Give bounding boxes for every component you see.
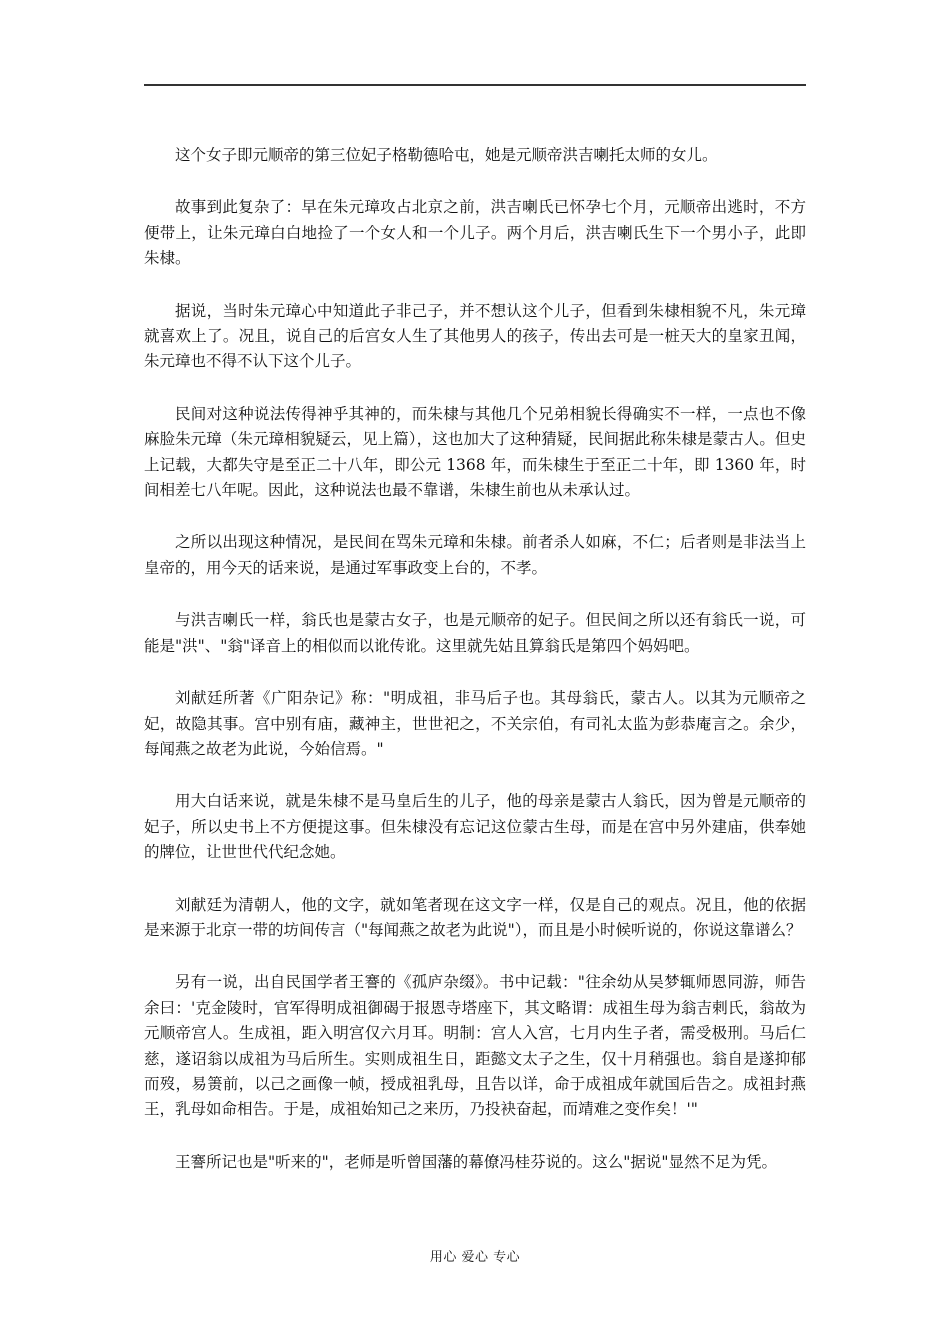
paragraph: 王謇所记也是"听来的"，老师是听曾国藩的幕僚冯桂芬说的。这么"据说"显然不足为凭。 <box>175 1152 778 1171</box>
page-footer: 用心 爱心 专心 <box>429 1250 521 1265</box>
paragraph: 故事到此复杂了：早在朱元璋攻占北京之前，洪吉喇氏已怀孕七个月，元顺帝出逃时，不方便带上，让朱元璋白白地捡了一个女人和一个儿子。两个月后，洪吉喇氏生下一个男小子，此即朱棣。 <box>144 198 806 268</box>
paragraph: 刘献廷所著《广阳杂记》称："明成祖，非马后子也。其母翁氏，蒙古人。以其为元顺帝之妃，故隐其事。宫中别有庙，藏神主，世世祀之，不关宗伯，有司礼太监为彭恭庵言之。余少，每闻燕之故老为此说，今始信焉。" <box>144 689 806 758</box>
header-rule <box>144 84 806 86</box>
paragraph: 据说，当时朱元璋心中知道此子非己子，并不想认这个儿子，但看到朱棣相貌不凡，朱元璋就喜欢上了。况且，说自己的后宫女人生了其他男人的孩子，传出去可是一桩天大的皇家丑闻，朱元璋也不得不认下这个儿子。 <box>144 301 806 371</box>
paragraph: 用大白话来说，就是朱棣不是马皇后生的儿子，他的母亲是蒙古人翁氏，因为曾是元顺帝的妃子，所以史书上不方便提这事。但朱棣没有忘记这位蒙古生母，而是在宫中另外建庙，供奉她的牌位，让世世代代纪念她。 <box>144 792 806 862</box>
paragraph: 民间对这种说法传得神乎其神的，而朱棣与其他几个兄弟相貌长得确实不一样，一点也不像麻脸朱元璋（朱元璋相貌疑云，见上篇），这也加大了这种猜疑，民间据此称朱棣是蒙古人。但史上记载，大都失守是至正二十八年，即公元 1368 年，而朱棣生于至正二十年，即 1360 年，时间相差七八年呢。因此，这种说法也最不靠谱，朱棣生前也从未承认过。 <box>144 404 806 500</box>
paragraph: 之所以出现这种情况，是民间在骂朱元璋和朱棣。前者杀人如麻，不仁；后者则是非法当上皇帝的，用今天的话来说，是通过军事政变上台的，不孝。 <box>144 533 806 577</box>
paragraph: 这个女子即元顺帝的第三位妃子格勒德哈屯，她是元顺帝洪吉喇托太师的女儿。 <box>175 146 718 164</box>
document-body <box>144 143 806 1202</box>
paragraph: 与洪吉喇氏一样，翁氏也是蒙古女子，也是元顺帝的妃子。但民间之所以还有翁氏一说，可能是"洪"、"翁"译音上的相似而以讹传讹。这里就先姑且算翁氏是第四个妈妈吧。 <box>144 611 806 655</box>
paragraph: 另有一说，出自民国学者王謇的《孤庐杂缀》。书中记载："往余幼从吴梦辄师恩同游，师告余曰：'克金陵时，官军得明成祖御碣于报恩寺塔座下，其文略谓：成祖生母为翁吉剌氏，翁故为元顺帝宫人。生成祖，距入明宫仅六月耳。明制：宫人入宫，七月内生子者，需受极刑。马后仁慈，遂诏翁以成祖为马后所生。实则成祖生日，距懿文太子之生，仅十月稍强也。翁自是遂抑郁而歿，易箦前，以己之画像一帧，授成祖乳母，且告以详，命于成祖成年就国后告之。成祖封燕王，乳母如命相告。于是，成祖始知己之来历，乃投袂奋起，而靖难之变作矣！'" <box>144 973 806 1119</box>
paragraph: 刘献廷为清朝人，他的文字，就如笔者现在这文字一样，仅是自己的观点。况且，他的依据是来源于北京一带的坊间传言（"每闻燕之故老为此说"），而且是小时候听说的，你说这靠谱么？ <box>144 895 806 939</box>
